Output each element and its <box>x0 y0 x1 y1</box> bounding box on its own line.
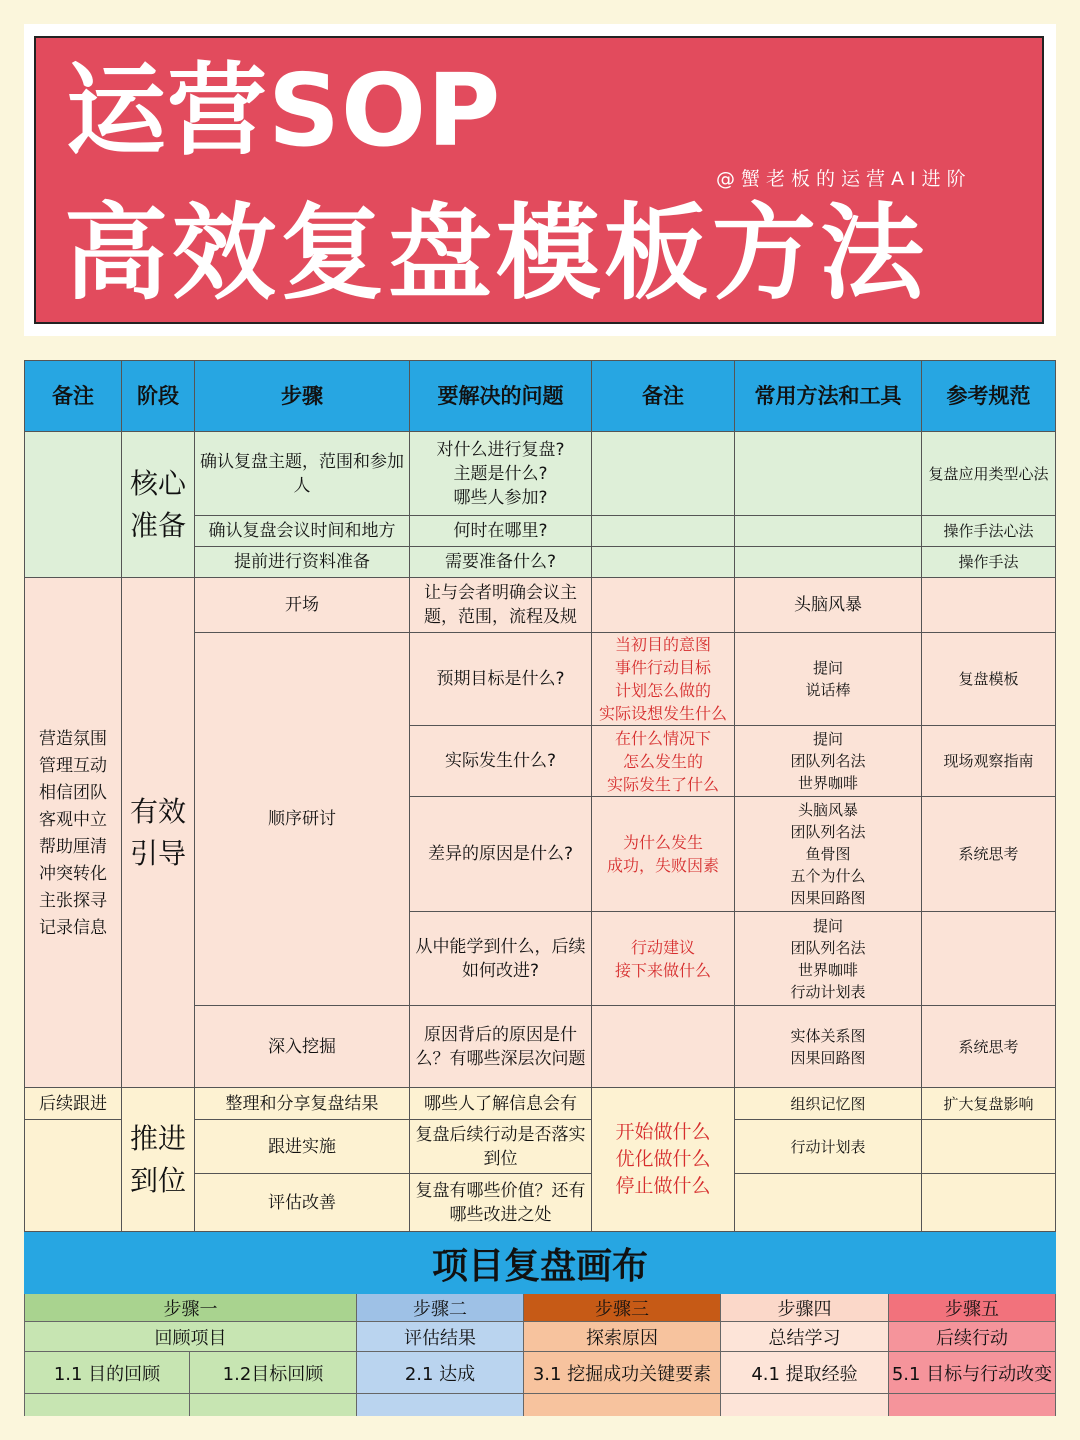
title-banner-frame <box>24 24 1056 336</box>
table-row-note <box>592 516 735 547</box>
title-line-2: 高效复盘模板方法 <box>64 192 929 314</box>
phase3-remark-blank <box>24 1120 122 1232</box>
canvas-item-5-1: 5.1 目标与行动改变 <box>889 1352 1056 1394</box>
discuss-reference: 现场观察指南 <box>922 726 1056 797</box>
canvas-blank-row <box>190 1394 357 1416</box>
canvas-blank-row <box>721 1394 889 1416</box>
table-row-reference: 扩大复盘影响 <box>922 1088 1056 1120</box>
table-row-reference: 操作手法心法 <box>922 516 1056 547</box>
dig-tools: 实体关系图 因果回路图 <box>735 1006 922 1088</box>
table-row: 跟进实施 <box>195 1120 410 1174</box>
canvas-step2-header: 步骤二 <box>357 1294 524 1322</box>
phase1-stage <box>122 432 195 578</box>
table-row-note <box>592 432 735 516</box>
open-step: 开场 <box>195 578 410 633</box>
discuss-reference: 复盘模板 <box>922 633 1056 726</box>
discuss-reference <box>922 912 1056 1006</box>
canvas-title: 项目复盘画布 <box>24 1232 1056 1294</box>
table-row: 确认复盘主题，范围和参加人 <box>195 432 410 516</box>
phase2-remark: 营造氛围 管理互动 相信团队 客观中立 帮助厘清 冲突转化 主张探寻 记录信息 <box>24 578 122 1088</box>
dig-step: 深入挖掘 <box>195 1006 410 1088</box>
table-row: 评估改善 <box>195 1174 410 1232</box>
table-row-question: 哪些人了解信息会有 <box>410 1088 592 1120</box>
phase3-stage <box>122 1088 195 1232</box>
table-row: 确认复盘会议时间和地方 <box>195 516 410 547</box>
phase2-stage-label: 有效引导 <box>129 794 186 870</box>
discuss-note: 行动建议 接下来做什么 <box>592 912 735 1006</box>
dig-note <box>592 1006 735 1088</box>
review-table <box>24 360 1056 1232</box>
canvas-step5-name: 后续行动 <box>889 1322 1056 1352</box>
table-row-reference <box>922 1174 1056 1232</box>
phase1-remark <box>24 432 122 578</box>
review-canvas <box>24 1294 1056 1416</box>
canvas-step3-name: 探索原因 <box>524 1322 721 1352</box>
discuss-question: 差异的原因是什么? <box>410 797 592 912</box>
canvas-item-1-1: 1.1 目的回顾 <box>24 1352 190 1394</box>
discuss-tools: 提问 团队列名法 世界咖啡 行动计划表 <box>735 912 922 1006</box>
phase3-remark: 后续跟进 <box>24 1088 122 1120</box>
canvas-blank-row <box>889 1394 1056 1416</box>
phase3-stage-label: 推进到位 <box>129 1121 186 1197</box>
discuss-tools: 提问 说话棒 <box>735 633 922 726</box>
header-step: 步骤 <box>195 360 410 432</box>
phase1-stage-label: 核心准备 <box>129 466 186 542</box>
table-row-tools <box>735 516 922 547</box>
canvas-item-1-2: 1.2目标回顾 <box>190 1352 357 1394</box>
canvas-step1-name: 回顾项目 <box>24 1322 357 1352</box>
title-line-1: 运营SOP <box>66 52 502 169</box>
table-row-tools: 组织记忆图 <box>735 1088 922 1120</box>
discuss-question: 预期目标是什么? <box>410 633 592 726</box>
discuss-question: 从中能学到什么，后续如何改进? <box>410 912 592 1006</box>
discuss-tools: 提问 团队列名法 世界咖啡 <box>735 726 922 797</box>
table-row-reference: 复盘应用类型心法 <box>922 432 1056 516</box>
table-row-question: 需要准备什么? <box>410 547 592 578</box>
discuss-tools: 头脑风暴 团队列名法 鱼骨图 五个为什么 因果回路图 <box>735 797 922 912</box>
table-row-tools <box>735 547 922 578</box>
canvas-blank-row <box>357 1394 524 1416</box>
header-tools: 常用方法和工具 <box>735 360 922 432</box>
canvas-blank-row <box>524 1394 721 1416</box>
discuss-step: 顺序研讨 <box>195 633 410 1006</box>
canvas-item-3-1: 3.1 挖掘成功关键要素 <box>524 1352 721 1394</box>
table-row-tools <box>735 1174 922 1232</box>
discuss-note: 在什么情况下 怎么发生的 实际发生了什么 <box>592 726 735 797</box>
table-row-tools <box>735 432 922 516</box>
header-stage: 阶段 <box>122 360 195 432</box>
table-row-note <box>592 547 735 578</box>
canvas-step3-header: 步骤三 <box>524 1294 721 1322</box>
discuss-reference: 系统思考 <box>922 797 1056 912</box>
table-row-reference <box>922 1120 1056 1174</box>
canvas-step2-name: 评估结果 <box>357 1322 524 1352</box>
header-note: 备注 <box>592 360 735 432</box>
dig-reference: 系统思考 <box>922 1006 1056 1088</box>
author-credit: @蟹老板的运营AI进阶 <box>716 168 972 190</box>
discuss-note: 当初目的意图 事件行动目标 计划怎么做的 实际设想发生什么 <box>592 633 735 726</box>
canvas-step4-header: 步骤四 <box>721 1294 889 1322</box>
canvas-blank-row <box>24 1394 190 1416</box>
canvas-step1-header: 步骤一 <box>24 1294 357 1322</box>
canvas-step4-name: 总结学习 <box>721 1322 889 1352</box>
header-reference: 参考规范 <box>922 360 1056 432</box>
phase3-note: 开始做什么 优化做什么 停止做什么 <box>592 1088 735 1232</box>
open-note <box>592 578 735 633</box>
table-row-tools: 行动计划表 <box>735 1120 922 1174</box>
table-row-question: 对什么进行复盘? 主题是什么? 哪些人参加? <box>410 432 592 516</box>
canvas-step5-header: 步骤五 <box>889 1294 1056 1322</box>
canvas-item-4-1: 4.1 提取经验 <box>721 1352 889 1394</box>
canvas-item-2-1: 2.1 达成 <box>357 1352 524 1394</box>
title-banner <box>34 36 1044 324</box>
discuss-question: 实际发生什么? <box>410 726 592 797</box>
phase2-stage <box>122 578 195 1088</box>
open-reference <box>922 578 1056 633</box>
table-row: 提前进行资料准备 <box>195 547 410 578</box>
discuss-note: 为什么发生 成功，失败因素 <box>592 797 735 912</box>
header-question: 要解决的问题 <box>410 360 592 432</box>
open-tools: 头脑风暴 <box>735 578 922 633</box>
table-row-question: 何时在哪里? <box>410 516 592 547</box>
dig-question: 原因背后的原因是什么？有哪些深层次问题 <box>410 1006 592 1088</box>
header-remark: 备注 <box>24 360 122 432</box>
open-question: 让与会者明确会议主题，范围，流程及规 <box>410 578 592 633</box>
table-row-reference: 操作手法 <box>922 547 1056 578</box>
table-row-question: 复盘后续行动是否落实到位 <box>410 1120 592 1174</box>
table-row-question: 复盘有哪些价值？还有哪些改进之处 <box>410 1174 592 1232</box>
table-row: 整理和分享复盘结果 <box>195 1088 410 1120</box>
